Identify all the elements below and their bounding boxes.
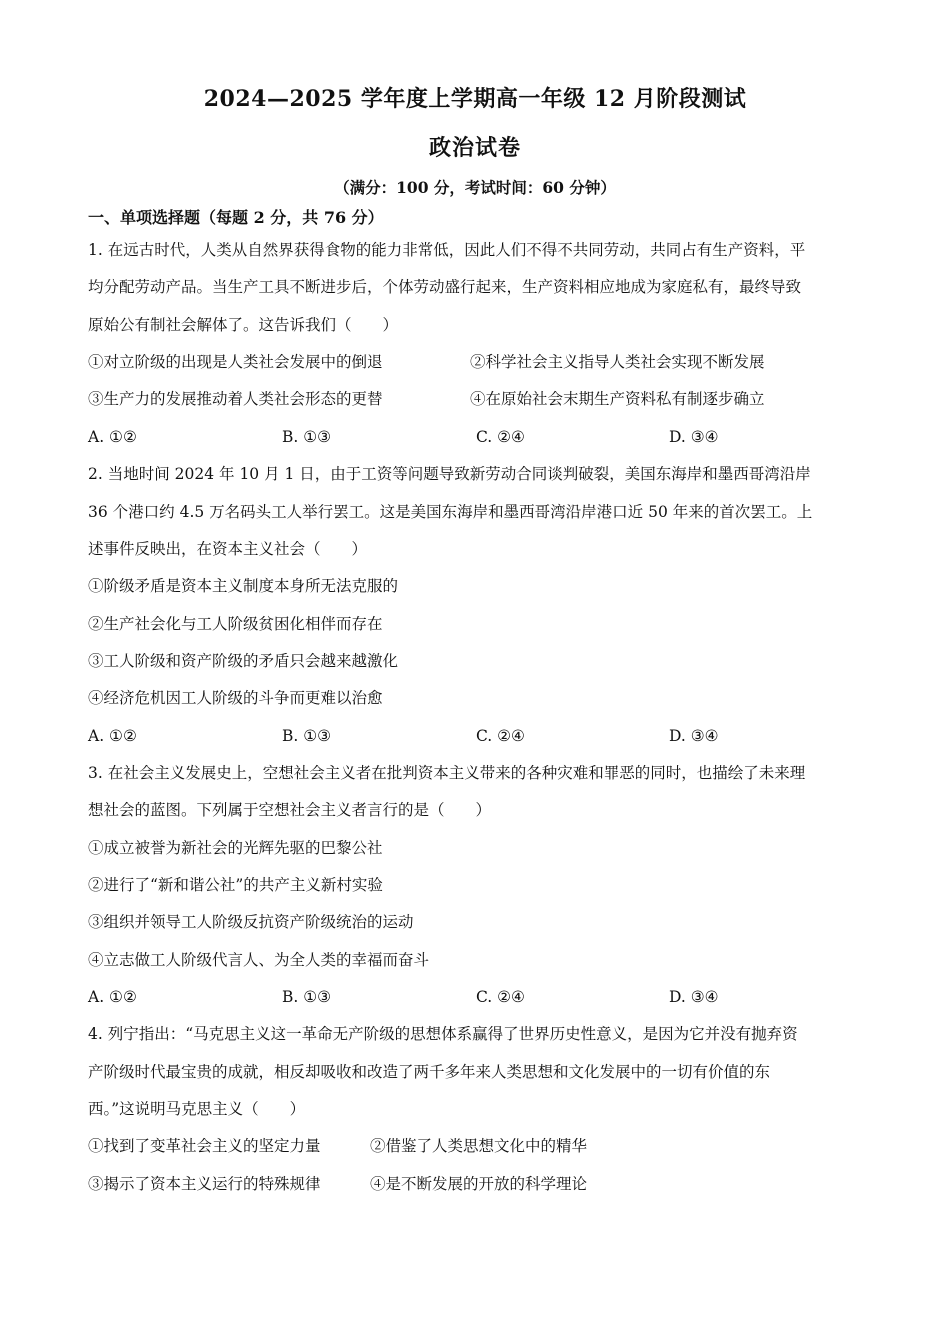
question-2-statement-1: ①阶级矛盾是资本主义制度本身所无法克服的 [88, 577, 399, 595]
question-3-line-2: 想社会的蓝图。下列属于空想社会主义者言行的是（ ） [88, 801, 492, 819]
exam-title: 2024—2025 学年度上学期高一年级 12 月阶段测试 [203, 86, 747, 112]
question-1-choice-c[interactable]: C. ②④ [476, 428, 525, 446]
question-2-choice-c[interactable]: C. ②④ [476, 727, 525, 745]
question-2-choice-d[interactable]: D. ③④ [669, 727, 719, 745]
exam-meta: （满分：100 分，考试时间：60 分钟） [334, 178, 616, 197]
question-4-statement-3: ③揭示了资本主义运行的特殊规律 [88, 1175, 321, 1193]
question-2-line-1: 2. 当地时间 2024 年 10 月 1 日，由于工资等问题导致新劳动合同谈判破裂，美国东海岸和墨西哥湾沿岸 [88, 465, 811, 483]
question-1-choice-d[interactable]: D. ③④ [669, 428, 719, 446]
exam-subject: 政治试卷 [428, 135, 521, 161]
question-2-choice-a[interactable]: A. ①② [88, 727, 137, 745]
question-1-statement-2: ②科学社会主义指导人类社会实现不断发展 [470, 353, 765, 371]
question-3-choice-d[interactable]: D. ③④ [669, 988, 719, 1006]
question-2-statement-4: ④经济危机因工人阶级的斗争而更难以治愈 [88, 689, 383, 707]
question-1-line-3: 原始公有制社会解体了。这告诉我们（ ） [88, 316, 399, 334]
question-3-choice-a[interactable]: A. ①② [88, 988, 137, 1006]
question-1-choice-a[interactable]: A. ①② [88, 428, 137, 446]
question-1-choice-b[interactable]: B. ①③ [282, 428, 332, 446]
question-2-statement-3: ③工人阶级和资产阶级的矛盾只会越来越激化 [88, 652, 399, 670]
question-4-statement-4: ④是不断发展的开放的科学理论 [370, 1175, 588, 1193]
question-3-statement-3: ③组织并领导工人阶级反抗资产阶级统治的运动 [88, 913, 414, 931]
question-3-statement-2: ②进行了“新和谐公社”的共产主义新村实验 [88, 876, 383, 894]
question-2-choice-b[interactable]: B. ①③ [282, 727, 332, 745]
question-4-line-3: 西。”这说明马克思主义（ ） [88, 1100, 306, 1118]
question-3-choice-c[interactable]: C. ②④ [476, 988, 525, 1006]
question-3-choice-b[interactable]: B. ①③ [282, 988, 332, 1006]
question-1-line-1: 1. 在远古时代，人类从自然界获得食物的能力非常低，因此人们不得不共同劳动，共同占有生产资料，平 [88, 241, 806, 259]
question-2-line-3: 述事件反映出，在资本主义社会（ ） [88, 540, 368, 558]
question-4-line-2: 产阶级时代最宝贵的成就，相反却吸收和改造了两千多年来人类思想和文化发展中的一切有价值的东 [88, 1063, 771, 1081]
question-2-line-2: 36 个港口约 4.5 万名码头工人举行罢工。这是美国东海岸和墨西哥湾沿岸港口近 50 年来的首次罢工。上 [88, 503, 813, 521]
question-1-statement-1: ①对立阶级的出现是人类社会发展中的倒退 [88, 353, 383, 371]
question-4-statement-2: ②借鉴了人类思想文化中的精华 [370, 1137, 588, 1155]
question-3-line-1: 3. 在社会主义发展史上，空想社会主义者在批判资本主义带来的各种灾难和罪恶的同时，也描绘了未来理 [88, 764, 806, 782]
question-1-statement-4: ④在原始社会末期生产资料私有制逐步确立 [470, 390, 765, 408]
question-2-statement-2: ②生产社会化与工人阶级贫困化相伴而存在 [88, 615, 383, 633]
question-3-statement-4: ④立志做工人阶级代言人、为全人类的幸福而奋斗 [88, 951, 430, 969]
question-3-statement-1: ①成立被誉为新社会的光辉先驱的巴黎公社 [88, 839, 383, 857]
question-1-statement-3: ③生产力的发展推动着人类社会形态的更替 [88, 390, 383, 408]
section-heading: 一、单项选择题（每题 2 分，共 76 分） [88, 208, 384, 227]
question-4-line-1: 4. 列宁指出：“马克思主义这一革命无产阶级的思想体系赢得了世界历史性意义，是因为它并没有抛弃资 [88, 1025, 798, 1043]
question-4-statement-1: ①找到了变革社会主义的坚定力量 [88, 1137, 321, 1155]
question-1-line-2: 均分配劳动产品。当生产工具不断进步后，个体劳动盛行起来，生产资料相应地成为家庭私有，最终导致 [88, 278, 802, 296]
